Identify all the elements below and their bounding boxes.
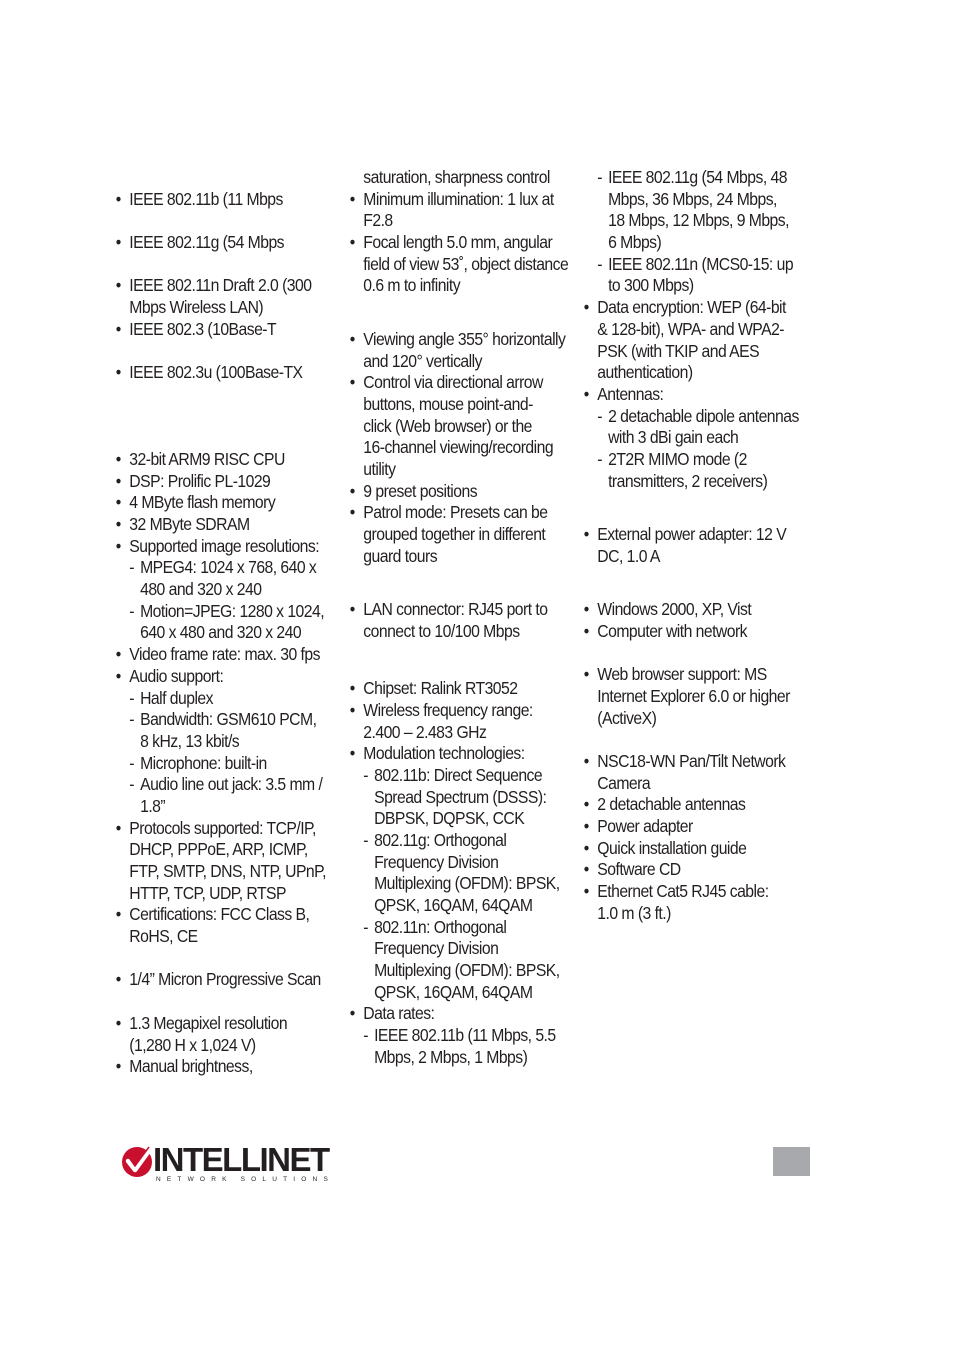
list-item: • Viewing angle 355° horizontally [348, 329, 578, 351]
list-item: • Audio support: [114, 666, 344, 688]
sub-list-item-continued: 6 Mbps) [608, 232, 662, 253]
list-item: • Patrol mode: Presets can be [348, 502, 578, 524]
list-item-continued: field of view 53˚, object distance [363, 253, 569, 274]
list-item-continued: buttons, mouse point-and- [363, 393, 533, 414]
list-item: • LAN connector: RJ45 port to [348, 599, 578, 621]
list-item-continued: F2.8 [363, 210, 393, 231]
list-item-continued: & 128-bit), WPA- and WPA2- [597, 318, 784, 339]
sub-list-item: - Microphone: built-in [114, 753, 344, 775]
list-item: • IEEE 802.11b (11 Mbps [114, 189, 344, 211]
sub-list-item-continued: with 3 dBi gain each [608, 427, 739, 448]
sub-list-item: - 802.11n: Orthogonal [348, 917, 578, 939]
sub-list-item-continued: Mbps, 2 Mbps, 1 Mbps) [374, 1046, 528, 1067]
list-item-continued: authentication) [597, 362, 693, 383]
page-number-box [773, 1147, 810, 1176]
list-item-continued: RoHS, CE [129, 926, 198, 947]
sub-list-item: - Motion=JPEG: 1280 x 1024, [114, 601, 344, 623]
list-item: • Web browser support: MS [582, 664, 812, 686]
sub-list-item: - IEEE 802.11g (54 Mbps, 48 [582, 167, 812, 189]
list-item: • Windows 2000, XP, Vist [582, 599, 812, 621]
list-item: • Antennas: [582, 384, 812, 406]
list-item-continued: 0.6 m to infinity [363, 275, 461, 296]
sub-list-item: - 2 detachable dipole antennas [582, 406, 812, 428]
list-item-continued: DHCP, PPPoE, ARP, ICMP, [129, 839, 308, 860]
sub-list-item: - IEEE 802.11n (MCS0-15: up [582, 254, 812, 276]
sub-list-item-continued: 640 x 480 and 320 x 240 [140, 622, 302, 643]
sub-list-item-continued: Mbps, 36 Mbps, 24 Mbps, [608, 188, 777, 209]
list-item: • Focal length 5.0 mm, angular [348, 232, 578, 254]
sub-list-item-continued: to 300 Mbps) [608, 275, 694, 296]
list-item: • External power adapter: 12 V [582, 524, 812, 546]
list-item: • Certifications: FCC Class B, [114, 904, 344, 926]
list-item: • Minimum illumination: 1 lux at [348, 189, 578, 211]
list-item-continued: DC, 1.0 A [597, 545, 660, 566]
logo-brand: INTELLINET [153, 1141, 329, 1178]
list-item-continued: PSK (with TKIP and AES [597, 340, 760, 361]
list-item-continued: 2.400 – 2.483 GHz [363, 721, 487, 742]
list-item: • DSP: Prolific PL-1029 [114, 471, 344, 493]
sub-list-item: - 802.11g: Orthogonal [348, 830, 578, 852]
list-item: • 9 preset positions [348, 481, 578, 503]
list-item: • Quick installation guide [582, 838, 812, 860]
sub-list-item: - 2T2R MIMO mode (2 [582, 449, 812, 471]
logo-tagline: NETWORK SOLUTIONS [156, 1176, 334, 1183]
sub-list-item: - Half duplex [114, 688, 344, 710]
list-item-continued: 16-channel viewing/recording [363, 437, 554, 458]
list-item-continued: FTP, SMTP, DNS, NTP, UPnP, [129, 861, 326, 881]
list-item: • IEEE 802.3u (100Base-TX [114, 362, 344, 384]
list-item-continued: Mbps Wireless LAN) [129, 297, 264, 318]
list-item: • Power adapter [582, 816, 812, 838]
sub-list-item: - MPEG4: 1024 x 768, 640 x [114, 557, 344, 579]
sub-list-item: - Audio line out jack: 3.5 mm / [114, 774, 344, 796]
intellinet-logo [120, 1143, 340, 1189]
list-item: • Manual brightness, [114, 1056, 344, 1078]
list-item: • Ethernet Cat5 RJ45 cable: [582, 881, 812, 903]
sub-list-item-continued: 1.8” [140, 795, 166, 816]
sub-list-item-continued: 18 Mbps, 12 Mbps, 9 Mbps, [608, 210, 789, 231]
checkmark-circle-icon [120, 1143, 156, 1179]
list-item: • NSC18-WN Pan/Tilt Network [582, 751, 812, 773]
list-item-continued: saturation, sharpness control [363, 167, 550, 187]
sub-list-item-continued: 480 and 320 x 240 [140, 579, 262, 600]
sub-list-item: - IEEE 802.11b (11 Mbps, 5.5 [348, 1025, 578, 1047]
list-item-continued: grouped together in different [363, 524, 546, 544]
list-item: • Protocols supported: TCP/IP, [114, 818, 344, 840]
list-item-continued: guard tours [363, 545, 438, 566]
list-item: • 4 MByte flash memory [114, 492, 344, 514]
sub-list-item-continued: QPSK, 16QAM, 64QAM [374, 895, 533, 915]
list-item-continued: (ActiveX) [597, 707, 657, 728]
list-item: • Modulation technologies: [348, 743, 578, 765]
sub-list-item-continued: Frequency Division [374, 851, 499, 872]
list-item: • Data encryption: WEP (64-bit [582, 297, 812, 319]
sub-list-item: - 802.11b: Direct Sequence [348, 765, 578, 787]
list-item: • IEEE 802.11g (54 Mbps [114, 232, 344, 254]
list-item-continued: click (Web browser) or the [363, 415, 532, 436]
spec-column-1 [114, 167, 344, 1078]
list-item: • Computer with network [582, 621, 812, 643]
list-item: • Supported image resolutions: [114, 536, 344, 558]
list-item-continued: HTTP, TCP, UDP, RTSP [129, 882, 286, 903]
sub-list-item-continued: Spread Spectrum (DSSS): [374, 786, 547, 807]
list-item: • 32 MByte SDRAM [114, 514, 344, 536]
list-item: • IEEE 802.11n Draft 2.0 (300 [114, 275, 344, 297]
list-item: • Control via directional arrow [348, 372, 578, 394]
list-item-continued: Camera [597, 772, 651, 793]
list-item-continued: Internet Explorer 6.0 or higher [597, 685, 790, 706]
list-item: • Software CD [582, 859, 812, 881]
sub-list-item-continued: Multiplexing (OFDM): BPSK, [374, 960, 560, 981]
list-item: • 1.3 Megapixel resolution [114, 1013, 344, 1035]
list-item-continued: 1.0 m (3 ft.) [597, 902, 671, 923]
sub-list-item-continued: QPSK, 16QAM, 64QAM [374, 981, 533, 1002]
list-item: • 1/4” Micron Progressive Scan [114, 969, 344, 991]
sub-list-item: - Bandwidth: GSM610 PCM, [114, 709, 344, 731]
list-item: • 32-bit ARM9 RISC CPU [114, 449, 344, 471]
list-item-continued: utility [363, 458, 396, 479]
list-item-continued: connect to 10/100 Mbps [363, 620, 520, 641]
sub-list-item-continued: Frequency Division [374, 938, 499, 959]
list-item: • Video frame rate: max. 30 fps [114, 644, 344, 666]
list-item: • 2 detachable antennas [582, 794, 812, 816]
list-item-continued: and 120° vertically [363, 350, 482, 371]
spec-column-2 [348, 167, 578, 1069]
list-item: • Chipset: Ralink RT3052 [348, 678, 578, 700]
list-item: • Wireless frequency range: [348, 700, 578, 722]
sub-list-item-continued: Multiplexing (OFDM): BPSK, [374, 873, 560, 894]
list-item: • IEEE 802.3 (10Base-T [114, 319, 344, 341]
sub-list-item-continued: 8 kHz, 13 kbit/s [140, 730, 240, 751]
sub-list-item-continued: DBPSK, DQPSK, CCK [374, 808, 525, 829]
spec-column-3 [582, 167, 812, 924]
sub-list-item-continued: transmitters, 2 receivers) [608, 470, 768, 491]
list-item: • Data rates: [348, 1003, 578, 1025]
list-item-continued: (1,280 H x 1,024 V) [129, 1034, 256, 1055]
